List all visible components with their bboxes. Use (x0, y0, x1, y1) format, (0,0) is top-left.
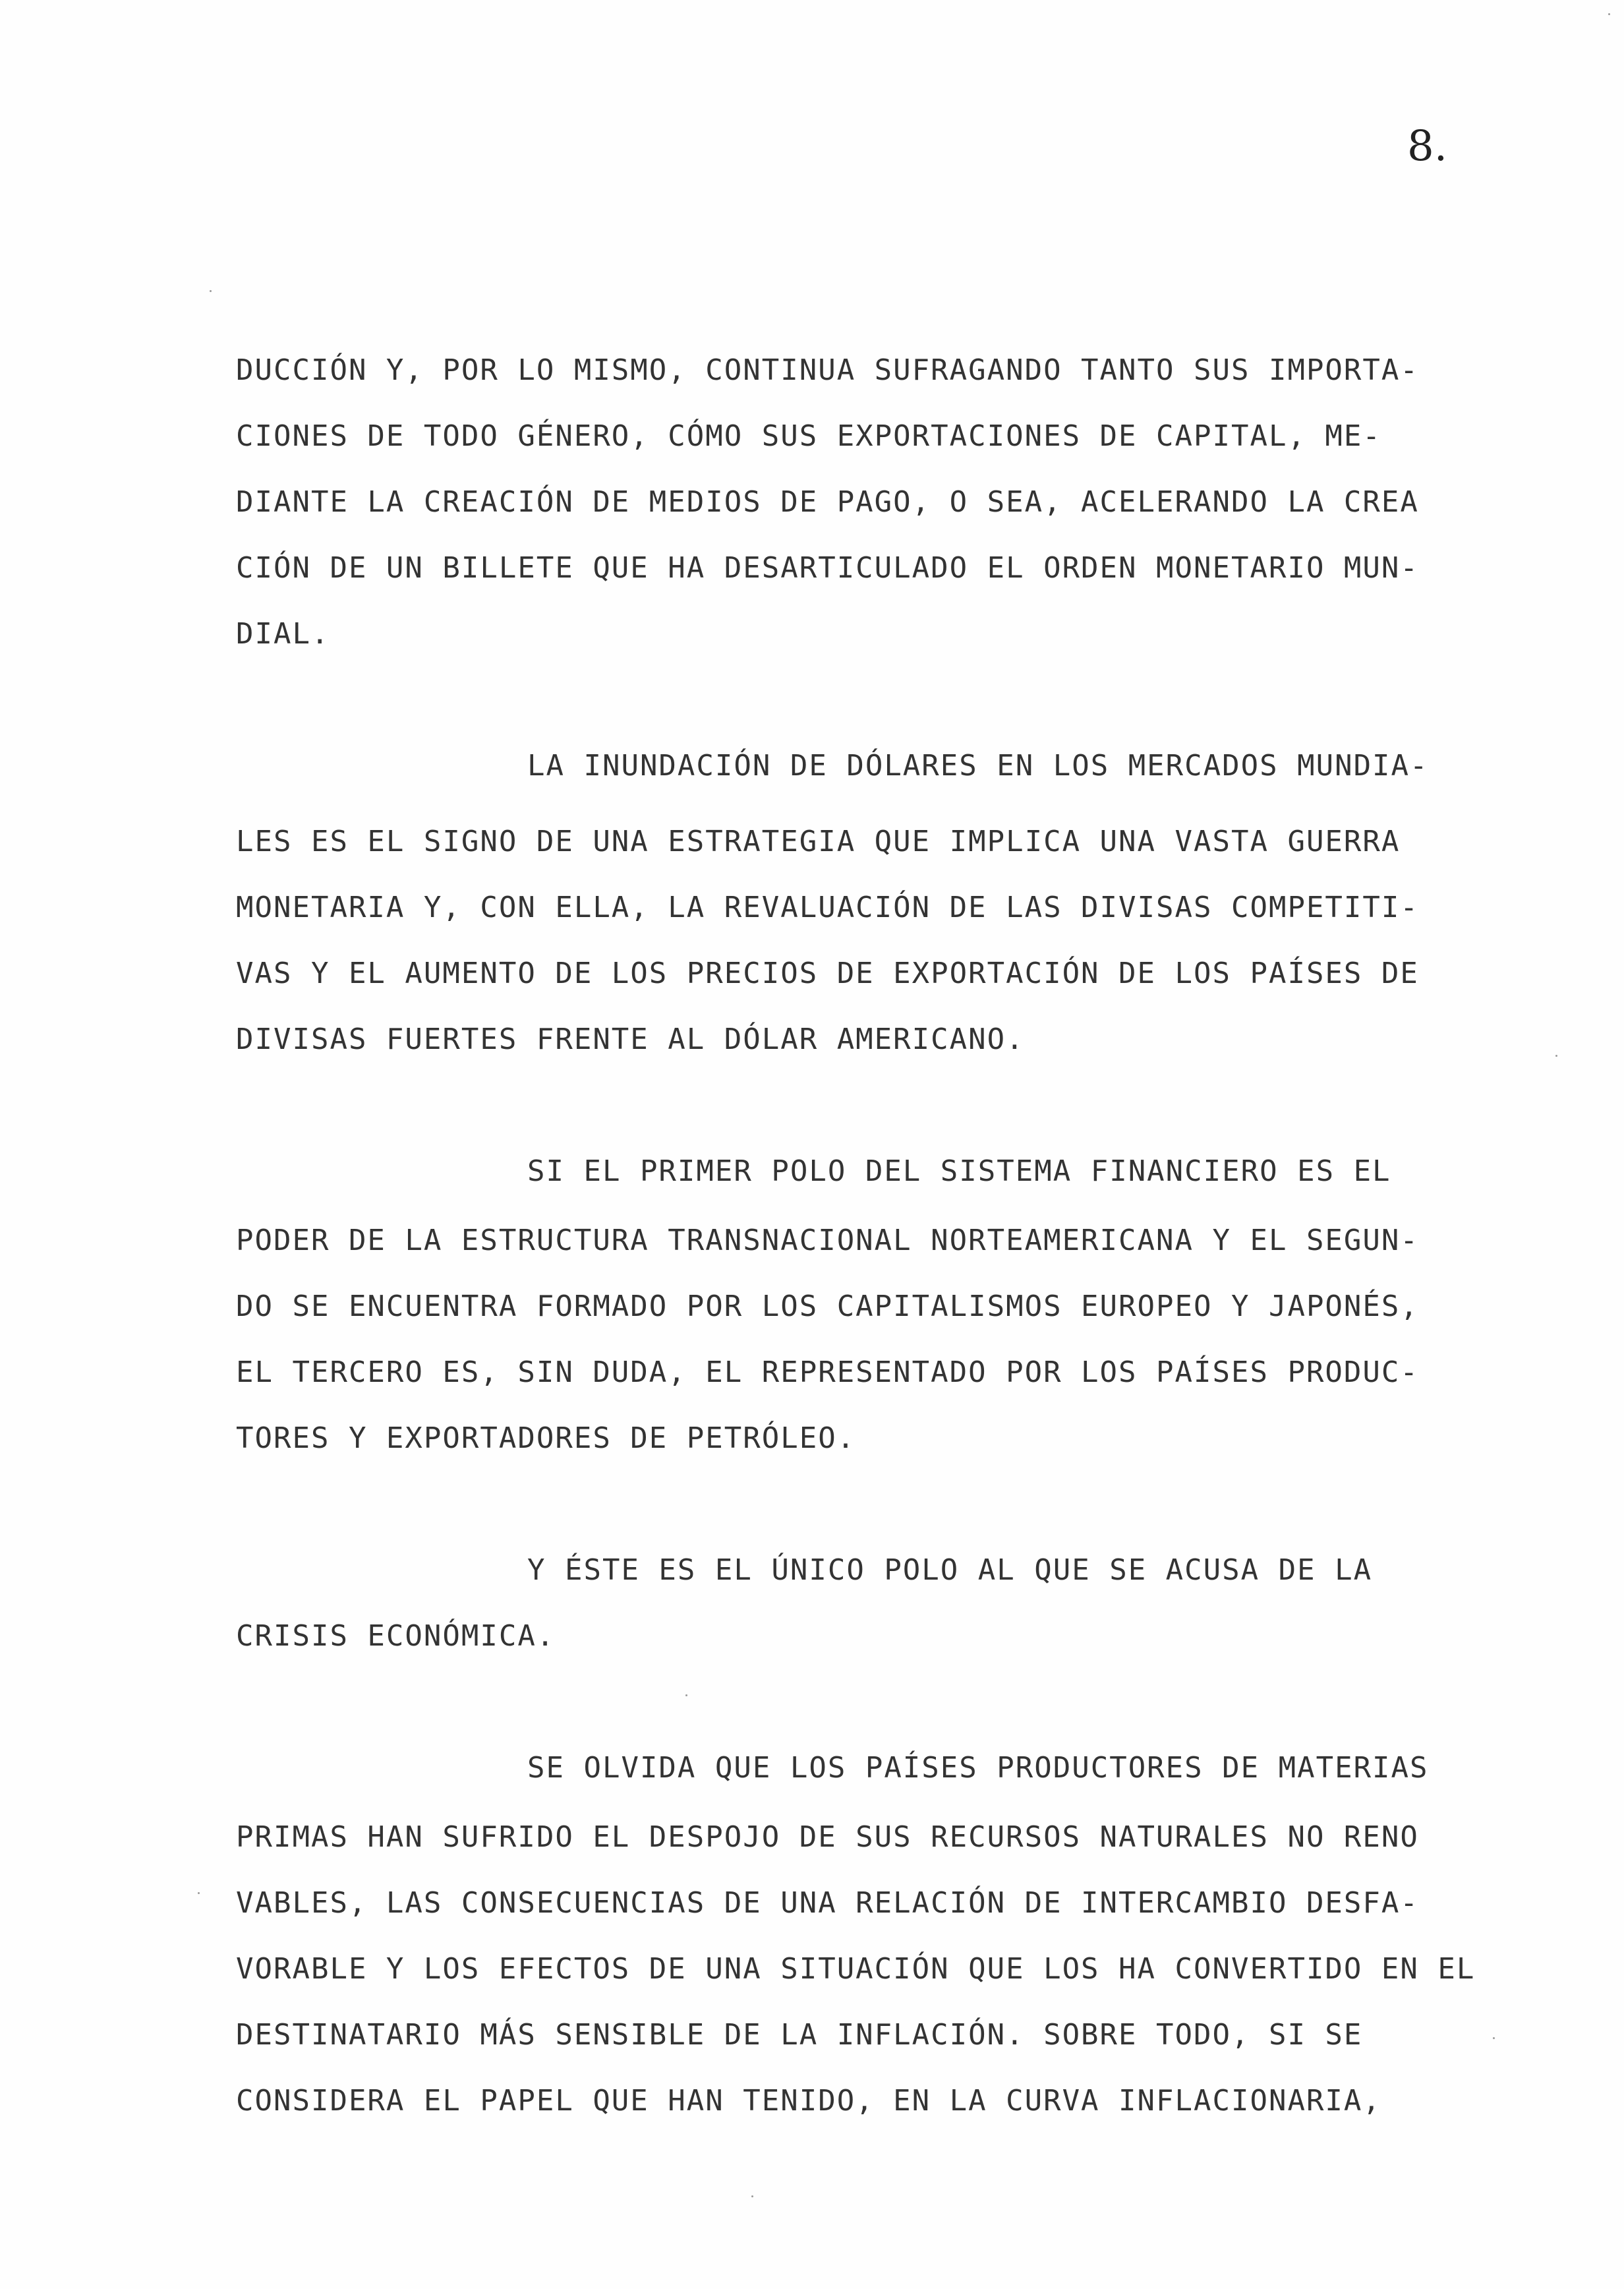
text-line: CONSIDERA EL PAPEL QUE HAN TENIDO, EN LA CURVA INFLACIONARIA, (236, 2084, 1381, 2118)
text-line: LA INUNDACIÓN DE DÓLARES EN LOS MERCADOS MUNDIA- (527, 749, 1429, 783)
text-line: EL TERCERO ES, SIN DUDA, EL REPRESENTADO POR LOS PAÍSES PRODUC- (236, 1355, 1419, 1389)
text-line: DIANTE LA CREACIÓN DE MEDIOS DE PAGO, O SEA, ACELERANDO LA CREA (236, 485, 1419, 519)
scan-speck (198, 1892, 200, 1894)
text-line: TORES Y EXPORTADORES DE PETRÓLEO. (236, 1421, 856, 1455)
scan-speck (1493, 2037, 1495, 2039)
text-line: PODER DE LA ESTRUCTURA TRANSNACIONAL NORTEAMERICANA Y EL SEGUN- (236, 1224, 1419, 1257)
text-line: SE OLVIDA QUE LOS PAÍSES PRODUCTORES DE MATERIAS (527, 1751, 1429, 1785)
text-line: Y ÉSTE ES EL ÚNICO POLO AL QUE SE ACUSA DE LA (527, 1553, 1373, 1587)
text-line: LES ES EL SIGNO DE UNA ESTRATEGIA QUE IMPLICA UNA VASTA GUERRA (236, 825, 1401, 858)
scan-speck (751, 2195, 753, 2197)
text-line: SI EL PRIMER POLO DEL SISTEMA FINANCIERO ES EL (527, 1154, 1391, 1188)
scan-speck (210, 290, 212, 292)
text-line: DESTINATARIO MÁS SENSIBLE DE LA INFLACIÓN. SOBRE TODO, SI SE (236, 2018, 1363, 2052)
text-line: CIÓN DE UN BILLETE QUE HA DESARTICULADO EL ORDEN MONETARIO MUN- (236, 551, 1419, 585)
text-line: VABLES, LAS CONSECUENCIAS DE UNA RELACIÓN DE INTERCAMBIO DESFA- (236, 1886, 1419, 1920)
text-line: DIAL. (236, 617, 330, 651)
text-line: DUCCIÓN Y, POR LO MISMO, CONTINUA SUFRAGANDO TANTO SUS IMPORTA- (236, 353, 1419, 387)
text-line: PRIMAS HAN SUFRIDO EL DESPOJO DE SUS RECURSOS NATURALES NO RENO (236, 1820, 1419, 1854)
text-line: DIVISAS FUERTES FRENTE AL DÓLAR AMERICANO. (236, 1023, 1025, 1056)
page-number: 8. (1407, 122, 1448, 171)
scan-speck (1608, 13, 1610, 15)
text-line: DO SE ENCUENTRA FORMADO POR LOS CAPITALISMOS EUROPEO Y JAPONÉS, (236, 1290, 1419, 1323)
text-line: CIONES DE TODO GÉNERO, CÓMO SUS EXPORTACIONES DE CAPITAL, ME- (236, 419, 1381, 453)
text-line: VAS Y EL AUMENTO DE LOS PRECIOS DE EXPORTACIÓN DE LOS PAÍSES DE (236, 957, 1419, 990)
text-line: VORABLE Y LOS EFECTOS DE UNA SITUACIÓN QUE LOS HA CONVERTIDO EN EL (236, 1952, 1476, 1986)
text-line: CRISIS ECONÓMICA. (236, 1619, 556, 1653)
scan-speck (685, 1694, 687, 1696)
scan-speck (1555, 1055, 1557, 1057)
text-line: MONETARIA Y, CON ELLA, LA REVALUACIÓN DE LAS DIVISAS COMPETITI- (236, 891, 1419, 924)
